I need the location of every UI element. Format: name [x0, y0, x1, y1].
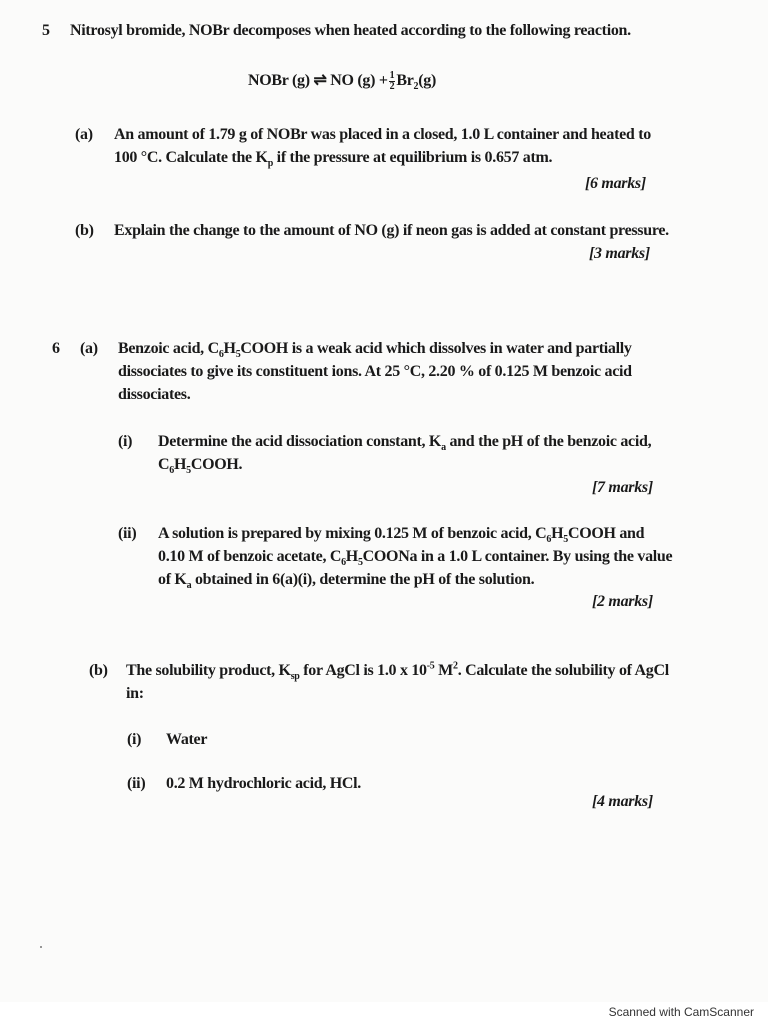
exponent-minus-5: -5 [426, 660, 435, 672]
fraction-denominator: 2 [389, 80, 395, 92]
q6b-line2: in: [126, 685, 144, 702]
q5a-line2-text: 100 °C. Calculate the K [114, 149, 268, 166]
q6aii-line1-text: A solution is prepared by mixing 0.125 M of benzoic acid, C [158, 525, 547, 542]
q6ai-line1 [158, 432, 651, 452]
q6aii-line3 [158, 570, 534, 590]
q6aii-line2 [158, 547, 672, 567]
equation-product-no: NO (g) + [330, 72, 388, 89]
q6bii-text: 0.2 M hydrochloric acid, HCl. [166, 775, 361, 792]
ksp-subscript: sp [290, 671, 300, 683]
equation-br-state: (g) [418, 72, 436, 89]
q6aii-h5-subscript: 5 [563, 534, 568, 546]
q6ai-line1-rest: and the pH of the benzoic acid, [445, 433, 652, 450]
q6a-line3: dissociates. [118, 386, 191, 403]
q5a-line2 [114, 148, 552, 168]
q5a-line1: An amount of 1.79 g of NOBr was placed in a closed, 1.0 L container and heated to [114, 126, 651, 143]
q6aii-line2-c6-subscript: 6 [341, 557, 346, 569]
q6aii-line2-text: 0.10 M of benzoic acetate, C [158, 548, 342, 565]
q6a-line2: dissociates to give its constituent ions. At 25 °C, 2.20 % of 0.125 M benzoic acid [118, 363, 632, 380]
q6aii-c6-subscript: 6 [546, 534, 552, 546]
q5b-label: (b) [75, 222, 94, 239]
br-subscript: 2 [413, 81, 419, 93]
c6-subscript: 6 [218, 349, 224, 361]
q6aii-line2-rest: COONa in a 1.0 L container. By using the value [362, 548, 673, 565]
q6aii-line1 [158, 524, 644, 544]
question-number-5: 5 [42, 22, 50, 39]
q6ai-c6-subscript: 6 [169, 465, 174, 477]
equation-product-br: Br [396, 72, 414, 89]
question-number-6: 6 [52, 340, 60, 357]
q6b-line1-rest: . Calculate the solubility of AgCl [457, 662, 669, 679]
equilibrium-arrow-icon: ⇌ [313, 72, 327, 89]
q6a-label: (a) [80, 340, 98, 357]
q6b-line1-text: The solubility product, K [126, 662, 291, 679]
q5a-label: (a) [75, 126, 93, 143]
q6ai-c: C [158, 456, 170, 473]
q6aii-line3-rest: obtained in 6(a)(i), determine the pH of the solution. [191, 571, 535, 588]
q6ai-line1-text: Determine the acid dissociation constant, K [158, 433, 442, 450]
q6ai-line2 [158, 455, 242, 475]
q6a-h: H [223, 340, 236, 357]
scan-speck [40, 946, 42, 948]
q6b-ksp-value: for AgCl is 1.0 x 10 [299, 662, 427, 679]
fraction-numerator: 1 [389, 69, 395, 81]
q6ai-label: (i) [118, 433, 133, 450]
fraction-half [389, 71, 396, 92]
q5a-marks: [6 marks] [585, 175, 646, 192]
q5b-line1: Explain the change to the amount of NO (g) if neon gas is added at constant pressure. [114, 222, 669, 239]
q6bi-text: Water [166, 731, 208, 748]
q6ai-h: H [173, 456, 187, 473]
q6b-line1 [126, 661, 669, 681]
q6b-marks: [4 marks] [592, 793, 653, 810]
kp-subscript: p [267, 158, 273, 170]
q6aii-label: (ii) [118, 525, 137, 542]
q6aii-marks: [2 marks] [592, 593, 653, 610]
camscanner-watermark: Scanned with CamScanner [608, 1005, 754, 1019]
ka-subscript: a [441, 442, 446, 454]
q6aii-line1-rest: COOH and [567, 525, 645, 542]
q6b-label: (b) [89, 662, 108, 679]
q6aii-h: H [551, 525, 564, 542]
h5-subscript: 5 [235, 349, 241, 361]
q6ai-marks: [7 marks] [592, 479, 653, 496]
q6aii-ka-subscript: a [186, 580, 192, 592]
q6bi-label: (i) [127, 731, 142, 748]
q5-equation [248, 70, 436, 92]
q5a-line2-rest: if the pressure at equilibrium is 0.657 atm. [272, 149, 553, 166]
q6b-unit-m: M [434, 662, 453, 679]
q6a-line1-text: Benzoic acid, C [118, 340, 219, 357]
q6a-line1-rest: COOH is a weak acid which dissolves in water and partially [240, 340, 632, 357]
exponent-2: 2 [453, 660, 458, 672]
equation-reactant: NOBr (g) [248, 72, 310, 89]
q6aii-line3-text: of K [158, 571, 187, 588]
q6aii-line2-h5-subscript: 5 [357, 557, 363, 569]
q5b-marks: [3 marks] [589, 245, 650, 262]
q6a-line1 [118, 339, 632, 359]
q6ai-cooh: COOH. [190, 456, 243, 473]
q5-intro: Nitrosyl bromide, NOBr decomposes when heated according to the following reaction. [70, 22, 631, 39]
q6ai-h5-subscript: 5 [186, 465, 191, 477]
q6aii-line2-h: H [345, 548, 358, 565]
q6bii-label: (ii) [127, 775, 146, 792]
